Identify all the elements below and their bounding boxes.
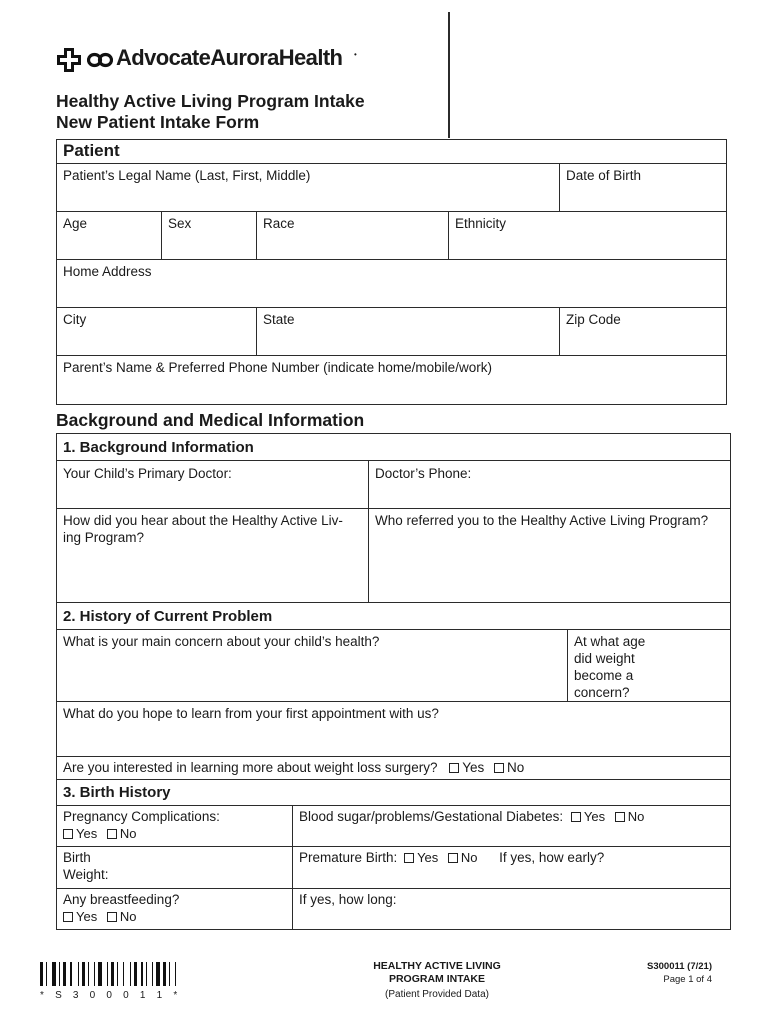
pregnancy-no-label: No xyxy=(119,826,137,841)
header-divider xyxy=(448,12,450,138)
patient-section-title: Patient xyxy=(63,141,120,160)
barcode-bar xyxy=(88,962,89,986)
surgery-yes-label: Yes xyxy=(462,760,485,775)
weight-age-label-line3: become a xyxy=(574,668,634,683)
weight-age-label-line4: concern? xyxy=(574,685,630,700)
how-long-field[interactable] xyxy=(292,888,731,930)
barcode-bar xyxy=(111,962,114,986)
program-title: Healthy Active Living Program Intake xyxy=(56,91,365,111)
trademark: • xyxy=(354,50,357,59)
blood-sugar-field xyxy=(292,805,731,847)
barcode-bar xyxy=(156,962,160,986)
form-title xyxy=(56,91,365,133)
logo xyxy=(56,46,376,74)
premature-no-label: No xyxy=(460,850,478,865)
birth-weight-label-line1: Birth xyxy=(63,850,91,865)
premature-label: Premature Birth: xyxy=(299,850,398,865)
breastfeeding-yes-checkbox[interactable] xyxy=(63,912,73,922)
blood-sugar-yes-label: Yes xyxy=(583,809,606,824)
barcode-bar xyxy=(46,962,47,986)
pregnancy-label: Pregnancy Complications: xyxy=(63,809,220,824)
background-info-header xyxy=(56,433,731,461)
doctor-phone-label: Doctor’s Phone: xyxy=(375,466,472,481)
barcode-bar xyxy=(107,962,108,986)
patient-section-header xyxy=(56,139,727,164)
ethnicity-label: Ethnicity xyxy=(455,216,507,231)
legal-name-label: Patient’s Legal Name (Last, First, Middle) xyxy=(63,168,311,183)
hope-learn-field[interactable] xyxy=(56,701,731,757)
blood-sugar-label: Blood sugar/problems/Gestational Diabetes: xyxy=(299,809,564,824)
blood-sugar-no-checkbox[interactable] xyxy=(615,812,625,822)
dob-field[interactable] xyxy=(559,163,727,212)
doctor-phone-field[interactable] xyxy=(368,460,731,509)
surgery-question-row xyxy=(56,756,731,780)
barcode-bar xyxy=(175,962,176,986)
breastfeeding-no-label: No xyxy=(119,909,137,924)
barcode-bar xyxy=(152,962,153,986)
premature-no-checkbox[interactable] xyxy=(448,853,458,863)
primary-doctor-field[interactable] xyxy=(56,460,369,509)
hear-about-label-line2: ing Program? xyxy=(63,530,145,545)
hope-learn-label: What do you hope to learn from your first appointment with us? xyxy=(63,706,439,721)
barcode-bar xyxy=(82,962,85,986)
hear-about-field[interactable] xyxy=(56,508,369,603)
birth-weight-label-line2: Weight: xyxy=(63,867,109,882)
city-label: City xyxy=(63,312,87,327)
brand-name: AdvocateAuroraHealth xyxy=(116,45,343,70)
background-heading: Background and Medical Information xyxy=(56,410,365,430)
birth-history-header xyxy=(56,779,731,806)
dob-label: Date of Birth xyxy=(566,168,642,183)
barcode-bar xyxy=(59,962,60,986)
main-concern-field[interactable] xyxy=(56,629,568,702)
weight-age-label-line2: did weight xyxy=(574,651,635,666)
pregnancy-field xyxy=(56,805,293,847)
barcode-bar xyxy=(70,962,71,986)
barcode-bar xyxy=(63,962,66,986)
parent-field[interactable] xyxy=(56,355,727,405)
birth-history-title: 3. Birth History xyxy=(63,784,171,801)
sex-field[interactable] xyxy=(161,211,257,260)
surgery-question-label: Are you interested in learning more about weight loss surgery? xyxy=(63,760,438,775)
home-address-field[interactable] xyxy=(56,259,727,308)
barcode-bar xyxy=(123,962,124,986)
barcode-bar xyxy=(134,962,137,986)
barcode-bar xyxy=(163,962,166,986)
city-field[interactable] xyxy=(56,307,257,356)
barcode-bar xyxy=(141,962,142,986)
sex-label: Sex xyxy=(168,216,192,231)
weight-age-field[interactable] xyxy=(567,629,731,702)
barcode-bar xyxy=(98,962,102,986)
surgery-no-label: No xyxy=(507,760,525,775)
pregnancy-yes-checkbox[interactable] xyxy=(63,829,73,839)
hear-about-label-line1: How did you hear about the Healthy Active Liv- xyxy=(63,513,343,528)
weight-age-label-line1: At what age xyxy=(574,634,646,649)
state-field[interactable] xyxy=(256,307,560,356)
pregnancy-yes-label: Yes xyxy=(76,826,98,841)
premature-yes-checkbox[interactable] xyxy=(404,853,414,863)
cross-logo-icon xyxy=(56,47,82,73)
how-early-label: If yes, how early? xyxy=(499,850,605,865)
age-label: Age xyxy=(63,216,88,231)
page-number: Page 1 of 4 xyxy=(663,974,712,985)
referred-label: Who referred you to the Healthy Active Living Program? xyxy=(375,513,709,528)
barcode-bar xyxy=(40,962,43,986)
blood-sugar-no-label: No xyxy=(627,809,645,824)
parent-label: Parent’s Name & Preferred Phone Number (indicate home/mobile/work) xyxy=(63,360,492,375)
barcode-bar xyxy=(52,962,56,986)
form-code: S300011 (7/21) xyxy=(647,961,712,972)
barcode-bar xyxy=(78,962,79,986)
primary-doctor-label: Your Child’s Primary Doctor: xyxy=(63,466,232,481)
form-subtitle: New Patient Intake Form xyxy=(56,112,260,132)
how-long-label: If yes, how long: xyxy=(299,892,397,907)
birth-weight-field[interactable] xyxy=(56,846,293,889)
infinity-logo-icon xyxy=(87,52,113,68)
zip-field[interactable] xyxy=(559,307,727,356)
age-field[interactable] xyxy=(56,211,162,260)
footer-program-line2: PROGRAM INTAKE xyxy=(388,973,486,985)
state-label: State xyxy=(263,312,295,327)
barcode-bar xyxy=(169,962,170,986)
blood-sugar-yes-checkbox[interactable] xyxy=(571,812,581,822)
surgery-yes-checkbox[interactable] xyxy=(449,763,459,773)
referred-field[interactable] xyxy=(368,508,731,603)
premature-field xyxy=(292,846,731,889)
current-problem-title: 2. History of Current Problem xyxy=(63,608,273,625)
surgery-no-checkbox[interactable] xyxy=(494,763,504,773)
breastfeeding-field xyxy=(56,888,293,930)
pregnancy-no-checkbox[interactable] xyxy=(107,829,117,839)
breastfeeding-yes-label: Yes xyxy=(76,909,98,924)
footer-program-line1: HEALTHY ACTIVE LIVING xyxy=(373,960,501,972)
footer-form-info xyxy=(600,960,712,986)
race-label: Race xyxy=(263,216,295,231)
barcode-bar xyxy=(117,962,118,986)
barcode-bar xyxy=(146,962,147,986)
legal-name-field[interactable] xyxy=(56,163,560,212)
race-field[interactable] xyxy=(256,211,449,260)
background-info-title: 1. Background Information xyxy=(63,439,254,456)
barcode-bar xyxy=(130,962,131,986)
main-concern-label: What is your main concern about your child’s health? xyxy=(63,634,380,649)
current-problem-header xyxy=(56,602,731,630)
barcode xyxy=(40,962,196,988)
barcode-text: * S 3 0 0 0 1 1 * xyxy=(40,990,182,1001)
ethnicity-field[interactable] xyxy=(448,211,727,260)
breastfeeding-label: Any breastfeeding? xyxy=(63,892,180,907)
breastfeeding-no-checkbox[interactable] xyxy=(107,912,117,922)
footer-provided: (Patient Provided Data) xyxy=(385,989,489,1000)
barcode-bar xyxy=(94,962,95,986)
home-address-label: Home Address xyxy=(63,264,152,279)
footer-program xyxy=(352,960,522,1001)
premature-yes-label: Yes xyxy=(417,850,439,865)
zip-label: Zip Code xyxy=(566,312,621,327)
